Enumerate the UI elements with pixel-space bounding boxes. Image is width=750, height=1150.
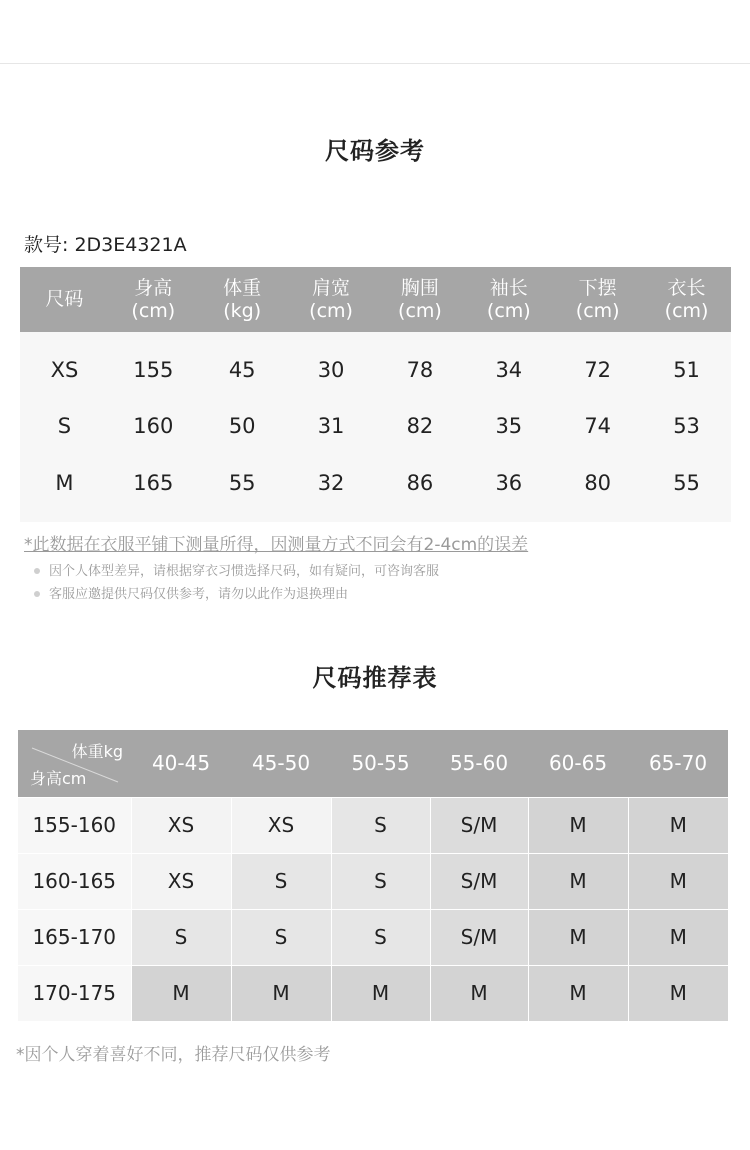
recommended-size-cell: M [628,965,728,1021]
column-header-unit: (cm) [664,299,709,322]
column-header [198,267,287,332]
recommended-size-cell: XS [231,797,331,853]
recommended-size-cell: M [231,965,331,1021]
table-cell: S [20,398,109,454]
table-row [18,909,728,965]
note-item [34,583,348,602]
table-row [20,332,731,398]
table-cell: 31 [287,398,376,454]
column-header [553,267,642,332]
table-cell: 51 [642,332,731,398]
recommended-size-cell: M [528,853,628,909]
height-range-cell: 170-175 [18,965,131,1021]
column-header-unit: (cm) [575,299,620,322]
height-axis-label: 身高cm [30,768,87,788]
column-header [376,267,465,332]
table-cell: 160 [109,398,198,454]
recommended-size-cell: M [528,965,628,1021]
note-item-text: 因个人体型差异，请根据穿衣习惯选择尺码，如有疑问，可咨询客服 [49,564,440,579]
recommended-size-cell: M [430,965,528,1021]
recommended-size-cell: M [331,965,430,1021]
rec-table-header-row [18,730,728,797]
column-header-name: 袖长 [489,276,528,299]
size-recommendation-table [18,730,728,1022]
table-cell: 30 [287,332,376,398]
recommended-size-cell: XS [131,797,231,853]
recommended-size-cell: S [131,909,231,965]
recommended-size-cell: S [331,853,430,909]
recommended-size-cell: XS [131,853,231,909]
table-row [18,853,728,909]
table-cell: 165 [109,454,198,522]
recommended-size-cell: S [231,909,331,965]
recommended-size-cell: M [528,797,628,853]
column-header [109,267,198,332]
weight-range-header: 65-70 [628,730,728,797]
column-header-name: 肩宽 [312,276,351,299]
column-header-name: 身高 [134,276,173,299]
recommendation-note: *因个人穿着喜好不同，推荐尺码仅供参考 [16,1045,331,1065]
table-cell: 35 [464,398,553,454]
column-header [20,267,109,332]
table-cell: 34 [464,332,553,398]
column-header-unit: (cm) [131,299,176,322]
weight-range-header: 55-60 [430,730,528,797]
note-item-text: 客服应邀提供尺码仅供参考，请勿以此作为退换理由 [49,587,349,602]
recommended-size-cell: S/M [430,909,528,965]
height-range-cell: 155-160 [18,797,131,853]
table-cell: 78 [376,332,465,398]
column-header [287,267,376,332]
table-cell: 53 [642,398,731,454]
column-header-unit: (cm) [398,299,442,322]
recommended-size-cell: M [628,909,728,965]
column-header-name: 尺码 [45,288,84,310]
table-row [18,965,728,1021]
table-cell: 32 [287,454,376,522]
height-range-cell: 160-165 [18,853,131,909]
weight-range-header: 50-55 [331,730,430,797]
recommended-size-cell: S [231,853,331,909]
recommended-size-cell: M [131,965,231,1021]
table-cell: 36 [464,454,553,522]
recommended-size-cell: S/M [430,853,528,909]
top-divider [0,63,750,64]
table-cell: 80 [553,454,642,522]
table-cell: 55 [198,454,287,522]
column-header-name: 衣长 [667,276,706,299]
column-header-name: 下摆 [578,276,617,299]
table-cell: M [20,454,109,522]
size-table-header-row [20,267,731,332]
table-cell: 45 [198,332,287,398]
weight-axis-label: 体重kg [71,742,123,761]
measurement-note: *此数据在衣服平铺下测量所得，因测量方式不同会有2-4cm的误差 [24,535,529,555]
table-row [18,797,728,853]
table-cell: 155 [109,332,198,398]
size-recommendation-title: 尺码推荐表 [312,664,438,692]
table-cell: 82 [376,398,465,454]
weight-range-header: 40-45 [131,730,231,797]
bullet-dot-icon [34,591,40,597]
column-header-name: 胸围 [400,276,439,299]
recommended-size-cell: S/M [430,797,528,853]
table-cell: 86 [376,454,465,522]
column-header [464,267,553,332]
column-header-name: 体重 [223,276,262,299]
size-reference-title: 尺码参考 [325,137,425,165]
corner-header [18,730,131,797]
weight-range-header: 45-50 [231,730,331,797]
weight-range-header: 60-65 [528,730,628,797]
column-header-unit: (kg) [223,299,262,322]
column-header [642,267,731,332]
recommended-size-cell: S [331,797,430,853]
table-cell: 72 [553,332,642,398]
recommended-size-cell: M [628,797,728,853]
height-range-cell: 165-170 [18,909,131,965]
size-reference-table [20,267,731,522]
column-header-unit: (cm) [309,299,353,322]
table-cell: 50 [198,398,287,454]
column-header-unit: (cm) [486,299,531,322]
note-item [34,560,439,579]
table-cell: 55 [642,454,731,522]
table-row [20,398,731,454]
table-cell: 74 [553,398,642,454]
table-cell: XS [20,332,109,398]
recommended-size-cell: M [528,909,628,965]
bullet-dot-icon [34,568,40,574]
style-number: 款号: 2D3E4321A [24,234,187,256]
table-row [20,454,731,522]
recommended-size-cell: S [331,909,430,965]
recommended-size-cell: M [628,853,728,909]
